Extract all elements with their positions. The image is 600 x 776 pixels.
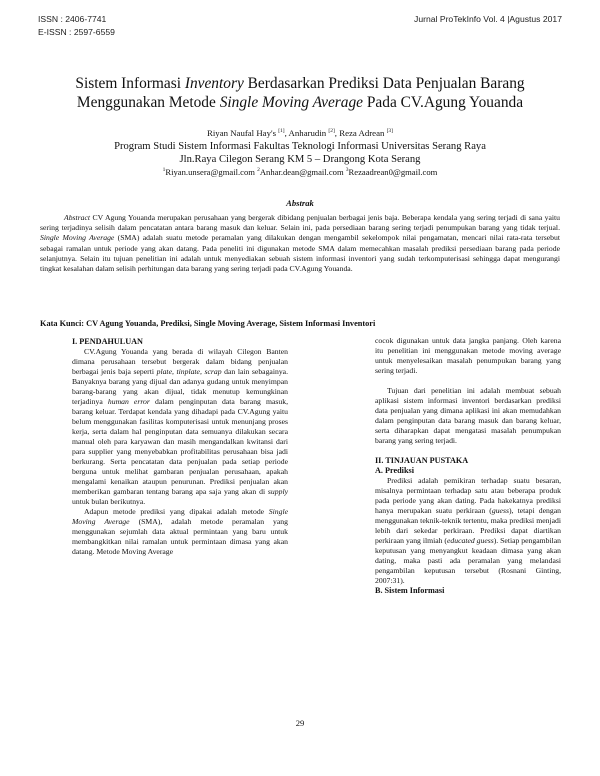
title-line-2: Menggunakan Metode Single Moving Average Pada CV.Agung Youanda [76, 94, 524, 111]
issn: ISSN : 2406-7741 [38, 14, 107, 24]
section-heading-introduction: I. PENDAHULUAN [72, 337, 143, 346]
abstract-heading: Abstrak [286, 198, 314, 208]
subsection-heading-prediksi: A. Prediksi [375, 466, 414, 475]
paragraph: Tujuan dari penelitian ini adalah membuat sebuah aplikasi sistem informasi inventori berdasarkan prediksi data penjualan yang dimana aplikasi ini akan memudahkan dalam penginputan data barang masuk dan barang keluar, serta diharapkan dapat mengatasi masalah penumpukan barang yang sering terjadi. [375, 386, 561, 445]
author-emails: $^1$Riyan.unsera@gmail.com $^2$Anhar.dean@gmail.com $^3$Rezaadrean0@gmail.com [162, 167, 438, 177]
paragraph: Prediksi adalah pemikiran terhadap suatu besaran, misalnya permintaan terhadap satu atau beberapa produk pada periode yang akan dating. Pada hakekatnya prediksi hanya merupakan suatu perkiraan (guess), tetapi dengan menggunakan teknik-teknik tertentu, maka prediksi menjadi lebih dari sekedar perkiraan. Prediksi dapat diartikan perkiraan yang ilmiah (educated guess). Setiap pengambilan keputusan yang menyangkut keadaan dimasa yang akan dating, maka pasti ada peramalan yang melandasi pengambilan keputusan tersebut (Rosnani Ginting, 2007:31). [375, 476, 561, 585]
subsection-heading-sistem-informasi: B. Sistem Informasi [375, 586, 445, 595]
paper-title [40, 74, 560, 112]
affiliation: Program Studi Sistem Informasi Fakultas Teknologi Informasi Universitas Serang Raya Jln.Raya Cilegon Serang KM 5 – Drangong Kota Serang [114, 141, 486, 165]
title-line-1: Sistem Informasi Inventory Berdasarkan Prediksi Data Penjualan Barang [75, 75, 525, 92]
right-column [375, 336, 561, 596]
paragraph: cocok digunakan untuk data jangka panjang. Oleh karena itu penelitian ini menggunakan metode moving average untuk menyelesaikan masalah penumpukan barang yang sering terjadi. [375, 336, 561, 375]
section-heading-literature: II. TINJAUAN PUSTAKA [375, 456, 469, 465]
paragraph: Adapun metode prediksi yang dipakai adalah metode Single Moving Average (SMA), adalah metode peramalan yang menggunakan sejumlah data aktual permintaan yang baru untuk membangkitkan nilai ramalan untuk permintaan dimasa yang akan datang. Metode Moving Average [72, 507, 288, 556]
paragraph: CV.Agung Youanda yang berada di wilayah Cilegon Banten dimana perusahaan tersebut bergerak dalam bidang penjualan berbagai jenis baja seperti plate, tinplate, scrap dan lain sebagainya. Banyaknya barang yang dijual dan adanya gudang untuk menyimpan barang-barang yang akan dijual, tidak menutup kemungkinan terjadinya human error dalam penginputan data barang masuk, barang keluar. Terdapat kendala yang dihadapi pada CV.Agung yaitu belum menggunakan fasilitas komputerisasi untuk menunjang proses kerja, serta dalam hal penginputan data semuanya dilakukan secara manual oleh para karyawan dan masih mengandalkan kwitansi dari para supplier yang menyebabkan profitabilitas perusahaan bisa jadi berkurang. Serta pencatatan data penjualan pada setiap periode berguna untuk melihat gambaran penjualan perusahaan, apakah mengalami kenaikan ataupun penurunan. Prediksi penjualan akan memberikan gambaran tentang barang apa saja yang akan di supply untuk bulan berikutnya. [72, 347, 289, 506]
left-column [72, 337, 288, 557]
eissn: E-ISSN : 2597-6559 [38, 27, 115, 37]
keywords: Kata Kunci: CV Agung Youanda, Prediksi, Single Moving Average, Sistem Informasi Inventori [40, 319, 376, 328]
abstract-body: Abstract CV Agung Youanda merupakan perusahaan yang bergerak dibidang penjualan berbagai jenis baja. Beberapa kendala yang sering terjadi di sana yaitu sering terjadinya selisih dalam pencatatan antara barang masuk dan keluar. Selain ini, pada persediaan barang sering terjadi penumpukan barang yang tidak terjual. Single Moving Average (SMA) adalah suatu metode peramalan yang dilakukan dengan mengambil sekelompok nilai pengamatan, mencari nilai rata-rata tersebut sebagai ramalan untuk periode yang akan datang. Pada peneliti ini digunakan metode SMA dalam memecahkan masalah prediksi persediaan barang pada periode selanjutnya. Selain itu tujuan penelitian ini adalah untuk menyediakan sebuah sistem informasi inventori yang sudah terkomputerisasi sehingga dapat mengurangi tingkat kesalahan dalam selisih perhitungan data barang yang sering terjadi pada CV.Agung Youanda. [40, 213, 561, 274]
journal-info: Jurnal ProTekInfo Vol. 4 |Agustus 2017 [414, 14, 562, 24]
author-list: Riyan Naufal Hay's [1], Anharudin [2], Reza Adrean [3] [206, 128, 393, 138]
page-number: 29 [295, 718, 305, 728]
issn-block [38, 13, 115, 39]
